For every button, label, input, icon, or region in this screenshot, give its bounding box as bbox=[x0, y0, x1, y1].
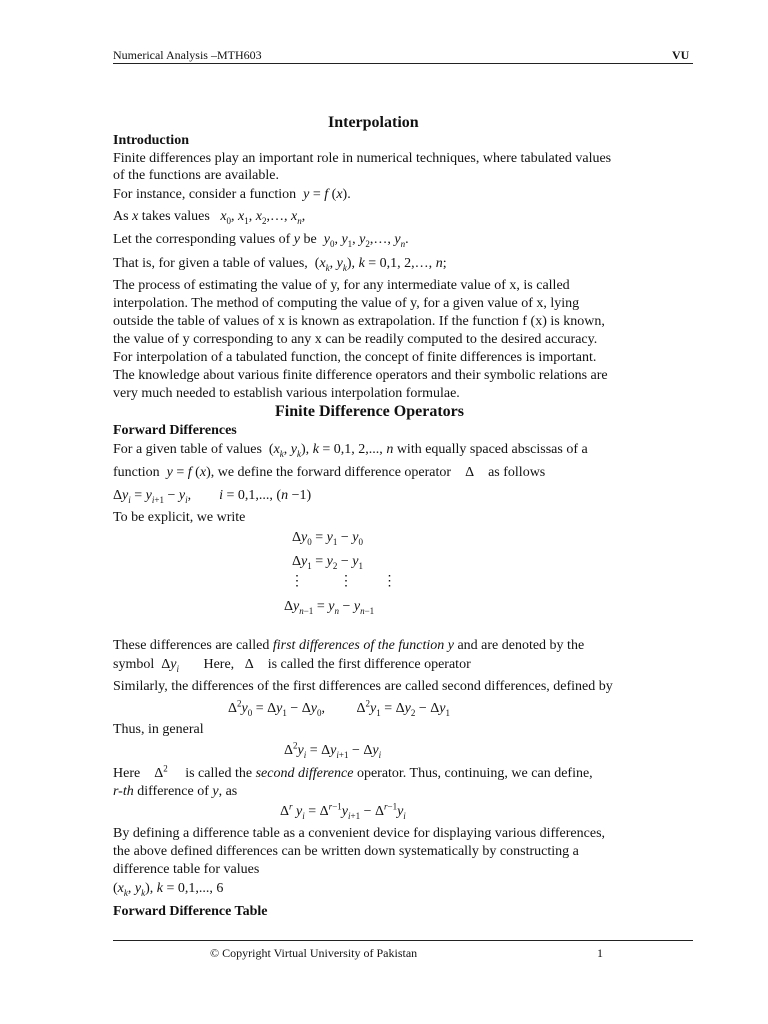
rth-d: , as bbox=[218, 784, 238, 799]
eq-forward-def: $\Delta y_i = y_{i+1} - y_i$, i = 0,1,..., (n −1) bbox=[113, 488, 312, 505]
forward-line-2c: as follows bbox=[488, 465, 546, 480]
intro-body bbox=[113, 277, 658, 403]
forward-line-1b: with equally spaced abscissas of a bbox=[396, 442, 588, 457]
intro-body-line: For interpolation of a tabulated function, the concept of finite differences is important. bbox=[113, 350, 597, 365]
intro-body-line: the value of y corresponding to any x can be readily computed to the desired accuracy. bbox=[113, 332, 598, 347]
eq-forward-table: ($x_k$, $y_k$), k = 0,1, 2,..., n bbox=[265, 442, 394, 459]
intro-corresponding-text: Let the corresponding values of bbox=[113, 232, 291, 247]
eq-dy0: $\Delta y_0 = y_1 - y_0$ bbox=[292, 530, 363, 547]
eq-second-diff: $\Delta^2y_0 = \Delta y_1 - \Delta y_0$, $\Delta^2y_1 = \Delta y_2 - \Delta y_1$ bbox=[228, 698, 450, 718]
similarly-text: Similarly, the differences of the first differences are called second differences, defined by bbox=[113, 679, 613, 694]
forward-line-1 bbox=[113, 441, 588, 459]
intro-table-text: That is, for given a table of values, bbox=[113, 256, 308, 271]
intro-be-text: be bbox=[303, 232, 317, 247]
forward-line-2a: function bbox=[113, 465, 160, 480]
symbol-line bbox=[113, 656, 471, 674]
thus-text: Thus, in general bbox=[113, 722, 204, 737]
symbol-b: Here, bbox=[203, 657, 235, 672]
table-line-2: the above defined differences can be written down systematically by constructing a bbox=[113, 844, 579, 859]
first-diff-c: and are denoted by the bbox=[457, 638, 585, 653]
eq-dyn: $\Delta y_{n-1} = y_n - y_{n-1}$ bbox=[284, 599, 375, 616]
eq-vertical-dots: ⋮ ⋮ ⋮ bbox=[290, 574, 399, 589]
intro-body-line: outside the table of values of x is known as extrapolation. If the function f (x) is known, bbox=[113, 314, 605, 329]
intro-line-2: of the functions are available. bbox=[113, 168, 279, 183]
here-d: operator. Thus, continuing, we can define, bbox=[356, 766, 593, 781]
eq-delta2: $\Delta^2$ bbox=[143, 763, 168, 781]
forward-heading: Forward Differences bbox=[113, 423, 237, 438]
footer-rule bbox=[113, 940, 693, 941]
first-diff-b: first differences of the function y bbox=[272, 638, 454, 653]
first-diff-line bbox=[113, 637, 584, 655]
eq-dy1: $\Delta y_1 = y_2 - y_1$ bbox=[292, 554, 363, 571]
intro-function-line bbox=[113, 186, 351, 204]
table-line-3: difference table for values bbox=[113, 862, 260, 877]
intro-body-line: The process of estimating the value of y, for any intermediate value of x, is called bbox=[113, 278, 570, 293]
eq-forward-fx: y = f (x) bbox=[166, 465, 211, 480]
eq-symbol: $\Delta y_i$ bbox=[157, 657, 179, 674]
footer-copyright: © Copyright Virtual University of Pakistan bbox=[210, 946, 418, 960]
intro-as-text: As bbox=[113, 209, 129, 224]
intro-y-line: Let the corresponding values of y be $y_0$, $y_1$, $y_2,\dots$, $y_n$. bbox=[113, 232, 409, 249]
header-vu: VU bbox=[672, 48, 690, 62]
rth-line bbox=[113, 783, 237, 801]
forward-line-2b: , we define the forward difference operator bbox=[210, 465, 452, 480]
first-diff-a: These differences are called bbox=[113, 638, 270, 653]
intro-x-line: As x takes values $x_0$, $x_1$, $x_2,\dots$, $x_n$, bbox=[113, 209, 306, 226]
here-b: is called the bbox=[185, 766, 253, 781]
forward-line-1a: For a given table of values bbox=[113, 442, 262, 457]
intro-body-line: The knowledge about various finite difference operators and their symbolic relations are bbox=[113, 368, 608, 383]
eq-general: $\Delta^2y_i = \Delta y_{i+1} - \Delta y_i$ bbox=[284, 740, 382, 760]
eq-table-values: ($x_k$, $y_k$), k = 0,1, 2,…, n; bbox=[311, 256, 447, 273]
eq-x-values: $x_0$, $x_1$, $x_2,\dots$, $x_n$, bbox=[220, 209, 306, 226]
explicit-text: To be explicit, we write bbox=[113, 510, 246, 525]
table-heading: Forward Difference Table bbox=[113, 904, 268, 919]
delta-symbol: Δ bbox=[454, 465, 485, 480]
eq-rth: $\Delta^r$ $y_i = \Delta^{r-1}y_{i+1} - \Delta^{r-1}y_i$ bbox=[280, 801, 406, 821]
intro-table-line bbox=[113, 255, 447, 273]
intro-body-line: very much needed to establish various interpolation formulae. bbox=[113, 386, 460, 401]
here-a: Here bbox=[113, 766, 141, 781]
section-title: Finite Difference Operators bbox=[275, 403, 464, 420]
rth-c: y bbox=[212, 784, 219, 799]
delta-symbol: Δ bbox=[237, 657, 265, 672]
here-line bbox=[113, 765, 593, 783]
page-number: 1 bbox=[597, 946, 603, 960]
here-c: second difference bbox=[255, 766, 354, 781]
intro-body-line: interpolation. The method of computing the value of y, for a given value of x, lying bbox=[113, 296, 580, 311]
intro-heading: Introduction bbox=[113, 133, 189, 148]
intro-line-1: Finite differences play an important role in numerical techniques, where tabulated values bbox=[113, 151, 612, 166]
forward-line-2 bbox=[113, 464, 545, 482]
rth-a: r-th bbox=[113, 784, 134, 799]
header-rule bbox=[113, 63, 693, 64]
eq-y-values: $y_0$, $y_1$, $y_2,\dots$, $y_n$. bbox=[323, 232, 409, 249]
intro-function-text: For instance, consider a function bbox=[113, 187, 297, 202]
table-line-1: By defining a difference table as a convenient device for displaying various differences, bbox=[113, 826, 606, 841]
eq-table-k: ($x_k$, $y_k$), k = 0,1,..., 6 bbox=[113, 881, 224, 898]
eq-y-fx: y = f (x). bbox=[303, 187, 351, 202]
symbol-c: is called the first difference operator bbox=[267, 657, 471, 672]
intro-takes-values: takes values bbox=[141, 209, 210, 224]
symbol-a: symbol bbox=[113, 657, 155, 672]
rth-b: difference of bbox=[137, 784, 209, 799]
page-title: Interpolation bbox=[328, 114, 419, 131]
header-course: Numerical Analysis –MTH603 bbox=[113, 48, 262, 62]
